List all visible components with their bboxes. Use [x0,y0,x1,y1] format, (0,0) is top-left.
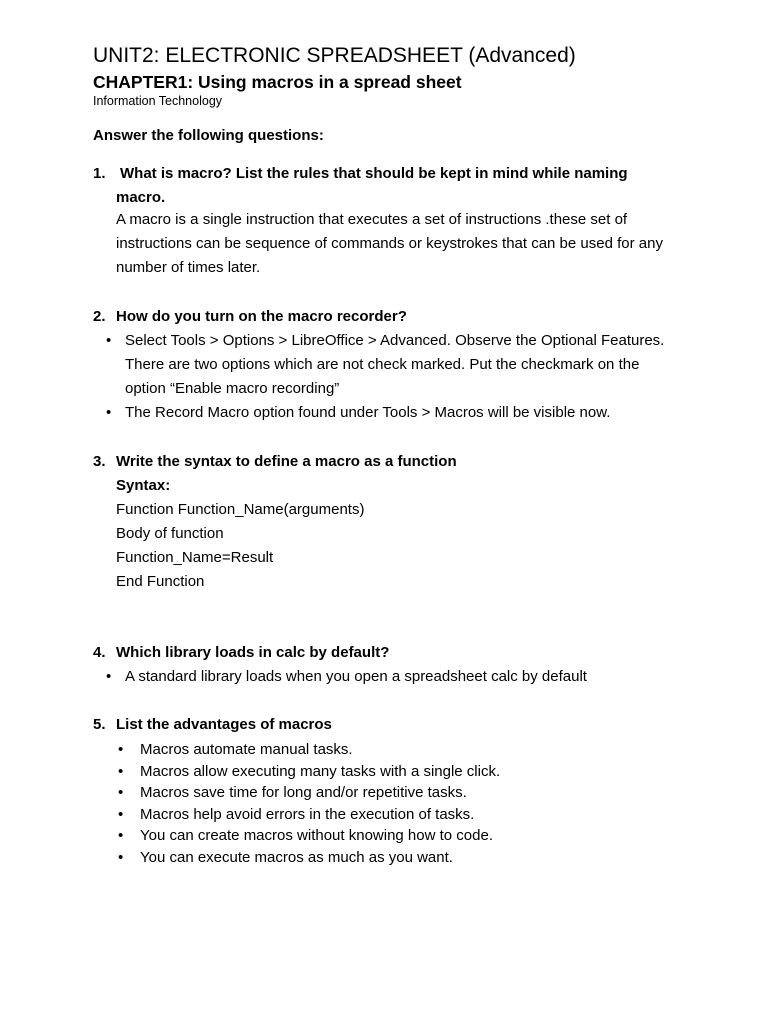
question-5-text: List the advantages of macros [116,716,332,733]
bullet-icon: • [106,332,112,349]
syntax-line-1: Function Function_Name(arguments) [116,501,365,518]
answer-5-list [118,739,680,869]
question-number-5: 5. [93,716,106,733]
bullet-icon: • [106,404,112,421]
list-item [106,401,673,425]
syntax-label: Syntax: [116,477,171,494]
list-item [106,329,673,401]
list-item [118,847,680,869]
list-item-text: You can execute macros as much as you want. [140,848,453,866]
answer-1-text: A macro is a single instruction that executes a set of instructions .these set of instructions can be sequence of commands or keystrokes that can be used for any number of times later. [116,211,663,276]
instructions-heading: Answer the following questions: [93,127,324,144]
document-title: UNIT2: ELECTRONIC SPREADSHEET (Advanced) [93,44,576,67]
answer-4-list [106,665,685,689]
bullet-icon: • [118,805,124,823]
list-item-text: Macros allow executing many tasks with a single click. [140,762,501,780]
list-item [118,739,680,761]
question-3-text: Write the syntax to define a macro as a function [116,453,457,470]
list-item [118,804,680,826]
list-item-text: Select Tools > Options > LibreOffice > Advanced. Observe the Optional Features. There are two options which are not check marked. Put the checkmark on the option “Enable macro recording” [125,332,665,397]
question-number-3: 3. [93,453,106,470]
list-item [118,782,680,804]
list-item [118,825,680,847]
bullet-icon: • [118,784,124,802]
subject-label: Information Technology [93,94,223,108]
question-number-4: 4. [93,644,106,661]
list-item-text: You can create macros without knowing how to code. [140,827,493,845]
bullet-icon: • [106,668,112,685]
chapter-heading: CHAPTER1: Using macros in a spread sheet [93,72,462,92]
question-1-text: What is macro? List the rules that should be kept in mind while naming macro. [116,165,628,206]
list-item-text: Macros automate manual tasks. [140,741,353,758]
bullet-icon: • [118,741,124,758]
question-2-text: How do you turn on the macro recorder? [116,308,407,325]
list-item [118,761,680,783]
answer-2-list [106,329,673,425]
bullet-icon: • [118,848,124,866]
list-item-text: Macros save time for long and/or repetitive tasks. [140,784,467,802]
bullet-icon: • [118,762,124,780]
question-4-text: Which library loads in calc by default? [116,644,390,661]
syntax-line-3: Function_Name=Result [116,549,274,566]
list-item-text: Macros help avoid errors in the execution of tasks. [140,805,475,823]
list-item [106,665,685,689]
bullet-icon: • [118,827,124,845]
syntax-line-2: Body of function [116,525,224,542]
question-number-2: 2. [93,308,106,325]
syntax-line-4: End Function [116,573,205,590]
list-item-text: A standard library loads when you open a spreadsheet calc by default [125,668,587,685]
question-number-1: 1. [93,165,106,182]
list-item-text: The Record Macro option found under Tools > Macros will be visible now. [125,404,611,421]
